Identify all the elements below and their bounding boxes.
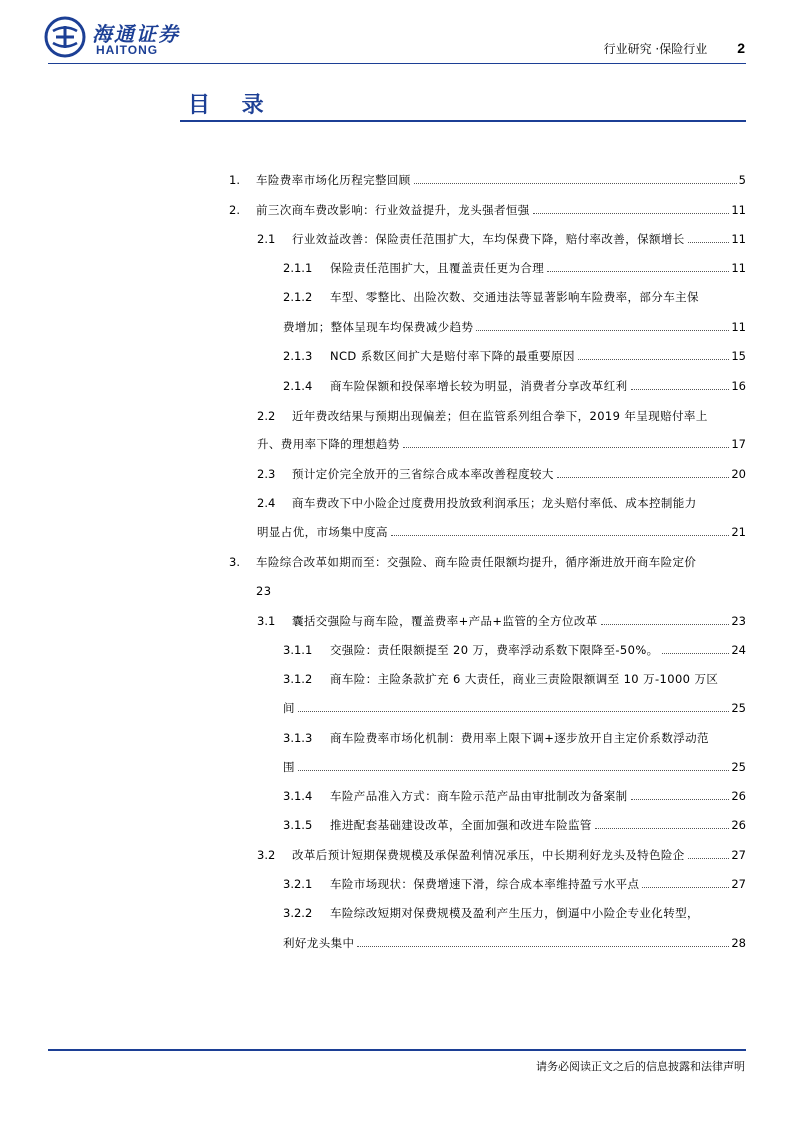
toc-entry-leader <box>595 816 729 829</box>
toc-entry-title: 车型、零整比、出险次数、交通违法等显著影响车险费率，部分车主保 <box>330 290 699 304</box>
toc-entry[interactable] <box>0 641 793 659</box>
toc-entry-number: 2.1.1 <box>283 261 313 275</box>
toc-entry-title: 23 <box>256 584 272 598</box>
toc-entry-number: 2.4 <box>257 496 276 510</box>
toc-entry-title: 近年费改结果与预期出现偏差；但在监管系列组合拳下，2019 年呈现赔付率上 <box>292 409 708 423</box>
toc-entry-title: 商车险保额和投保率增长较为明显，消费者分享改革红利 <box>330 379 628 393</box>
toc-entry-page: 11 <box>731 320 746 334</box>
toc-entry-title: NCD 系数区间扩大是赔付率下降的最重要原因 <box>330 349 575 363</box>
toc-entry-leader <box>414 171 737 184</box>
toc-entry[interactable] <box>0 465 793 483</box>
toc-entry[interactable] <box>0 523 793 541</box>
toc-entry-page: 15 <box>731 349 746 363</box>
toc-entry-title: 保险责任范围扩大，且覆盖责任更为合理 <box>330 261 545 275</box>
toc-entry-page: 5 <box>738 173 746 187</box>
toc-entry[interactable] <box>0 201 793 219</box>
toc-entry-leader <box>631 377 729 390</box>
toc-entry[interactable] <box>0 934 793 952</box>
toc-entry-page: 27 <box>731 877 746 891</box>
toc-entry-leader <box>642 875 729 888</box>
toc-entry-title: 前三次商车费改影响：行业效益提升，龙头强者恒强 <box>256 203 530 217</box>
toc-entry[interactable] <box>0 758 793 776</box>
toc-entry-title: 升、费用率下降的理想趋势 <box>257 437 400 451</box>
toc-entry-leader <box>557 465 729 478</box>
toc-entry[interactable] <box>0 377 793 395</box>
toc-entry-leader <box>533 201 729 214</box>
title-divider <box>180 120 746 122</box>
logo-english-name: HAITONG <box>96 43 159 57</box>
toc-entry-page: 11 <box>731 203 746 217</box>
toc-entry-leader <box>631 787 729 800</box>
toc-entry-title: 车险市场现状：保费增速下滑，综合成本率维持盈亏水平点 <box>330 877 640 891</box>
toc-entry-title: 推进配套基础建设改革，全面加强和改进车险监管 <box>330 818 592 832</box>
toc-entry-page: 25 <box>731 701 746 715</box>
toc-entry-title: 囊括交强险与商车险，覆盖费率+产品+监管的全方位改革 <box>292 614 598 628</box>
toc-entry-page: 25 <box>731 760 746 774</box>
toc-entry[interactable] <box>0 582 793 600</box>
haitong-emblem-icon <box>44 16 86 58</box>
toc-title: 目 录 <box>188 93 276 118</box>
logo-chinese-name: 海通证券 <box>92 22 180 46</box>
toc-entry-leader <box>578 347 729 360</box>
toc-entry-title: 车险综合改革如期而至：交强险、商车险责任限额均提升，循序渐进放开商车险定价 <box>256 555 697 569</box>
toc-entry-number: 2.3 <box>257 467 276 481</box>
toc-entry[interactable] <box>0 230 793 248</box>
toc-entry-title: 费增加；整体呈现车均保费减少趋势 <box>283 320 474 334</box>
toc-entry-leader <box>357 934 729 947</box>
toc-entry[interactable] <box>0 670 793 688</box>
toc-entry[interactable] <box>0 787 793 805</box>
toc-entry-title: 利好龙头集中 <box>283 936 355 950</box>
toc-entry-page: 11 <box>731 261 746 275</box>
toc-entry-page: 17 <box>731 437 746 451</box>
footer-disclaimer: 请务必阅读正文之后的信息披露和法律声明 <box>536 1060 745 1073</box>
toc-entry-title: 商车费改下中小险企过度费用投放致利润承压；龙头赔付率低、成本控制能力 <box>292 496 697 510</box>
toc-entry-leader <box>298 758 729 771</box>
toc-entry-page: 27 <box>731 848 746 862</box>
toc-entry-number: 2.2 <box>257 409 276 423</box>
toc-entry[interactable] <box>0 875 793 893</box>
toc-entry-title: 间 <box>283 701 295 715</box>
toc-entry-number: 3.1.2 <box>283 672 313 686</box>
toc-entry-leader <box>662 641 729 654</box>
toc-entry[interactable] <box>0 729 793 747</box>
toc-entry-number: 3.1.4 <box>283 789 313 803</box>
toc-entry[interactable] <box>0 318 793 336</box>
toc-entry-page: 24 <box>731 643 746 657</box>
toc-entry-number: 2.1.4 <box>283 379 313 393</box>
toc-entry-title: 商车险费率市场化机制：费用率上限下调+逐步放开自主定价系数浮动范 <box>330 731 709 745</box>
toc-entry-leader <box>476 318 729 331</box>
toc-entry-number: 3.1.1 <box>283 643 313 657</box>
toc-entry-number: 2. <box>229 203 240 217</box>
header-section-label: 行业研究 ·保险行业 <box>603 42 708 56</box>
toc-entry[interactable] <box>0 171 793 189</box>
toc-entry[interactable] <box>0 347 793 365</box>
toc-entry[interactable] <box>0 699 793 717</box>
toc-entry-number: 3.2.2 <box>283 906 313 920</box>
toc-entry-leader <box>688 846 729 859</box>
toc-entry[interactable] <box>0 612 793 630</box>
toc-entry-number: 3.1.5 <box>283 818 313 832</box>
toc-entry-page: 26 <box>731 818 746 832</box>
toc-entry-leader <box>601 612 729 625</box>
toc-entry-title: 明显占优，市场集中度高 <box>257 525 388 539</box>
toc-entry-number: 2.1.3 <box>283 349 313 363</box>
toc-entry-number: 2.1 <box>257 232 276 246</box>
page-number: 2 <box>737 40 745 56</box>
toc-entry-page: 26 <box>731 789 746 803</box>
toc-entry-leader <box>403 435 729 448</box>
page-header-right <box>604 40 745 57</box>
toc-entry-page: 11 <box>731 232 746 246</box>
toc-entry-leader <box>547 259 729 272</box>
footer-divider <box>48 1049 746 1051</box>
toc-entry[interactable] <box>0 288 793 306</box>
toc-entry-page: 23 <box>731 614 746 628</box>
toc-entry-page: 20 <box>731 467 746 481</box>
toc-entry-title: 车险费率市场化历程完整回顾 <box>256 173 411 187</box>
toc-entry-title: 车险产品准入方式：商车险示范产品由审批制改为备案制 <box>330 789 628 803</box>
toc-entry-page: 28 <box>731 936 746 950</box>
toc-entry[interactable] <box>0 846 793 864</box>
toc-entry[interactable] <box>0 435 793 453</box>
toc-entry-leader <box>688 230 729 243</box>
toc-entry[interactable] <box>0 553 793 571</box>
toc-entry-leader <box>298 699 729 712</box>
toc-entry-title: 预计定价完全放开的三省综合成本率改善程度较大 <box>292 467 554 481</box>
toc-entry-number: 2.1.2 <box>283 290 313 304</box>
toc-entry-number: 3. <box>229 555 240 569</box>
toc-entry-number: 3.2.1 <box>283 877 313 891</box>
toc-entry-number: 1. <box>229 173 240 187</box>
toc-entry-title: 围 <box>283 760 295 774</box>
header-divider <box>48 63 746 64</box>
toc-entry-title: 改革后预计短期保费规模及承保盈利情况承压，中长期利好龙头及特色险企 <box>292 848 685 862</box>
toc-entry[interactable] <box>0 494 793 512</box>
toc-entry[interactable] <box>0 407 793 425</box>
toc-entry-number: 3.1 <box>257 614 276 628</box>
toc-entry-number: 3.2 <box>257 848 276 862</box>
toc-entry-number: 3.1.3 <box>283 731 313 745</box>
toc-entry-title: 交强险：责任限额提至 20 万，费率浮动系数下限降至-50%。 <box>330 643 659 657</box>
toc-entry-title: 商车险：主险条款扩充 6 大责任，商业三责险限额调至 10 万-1000 万区 <box>330 672 719 686</box>
toc-entry[interactable] <box>0 904 793 922</box>
toc-entry[interactable] <box>0 259 793 277</box>
toc-entry[interactable] <box>0 816 793 834</box>
toc-entry-page: 16 <box>731 379 746 393</box>
toc-entry-page: 21 <box>731 525 746 539</box>
toc-entry-leader <box>391 523 729 536</box>
toc-entry-title: 车险综改短期对保费规模及盈利产生压力，倒逼中小险企专业化转型， <box>330 906 699 920</box>
toc-entry-title: 行业效益改善：保险责任范围扩大，车均保费下降，赔付率改善，保额增长 <box>292 232 685 246</box>
haitong-logo <box>44 16 194 62</box>
